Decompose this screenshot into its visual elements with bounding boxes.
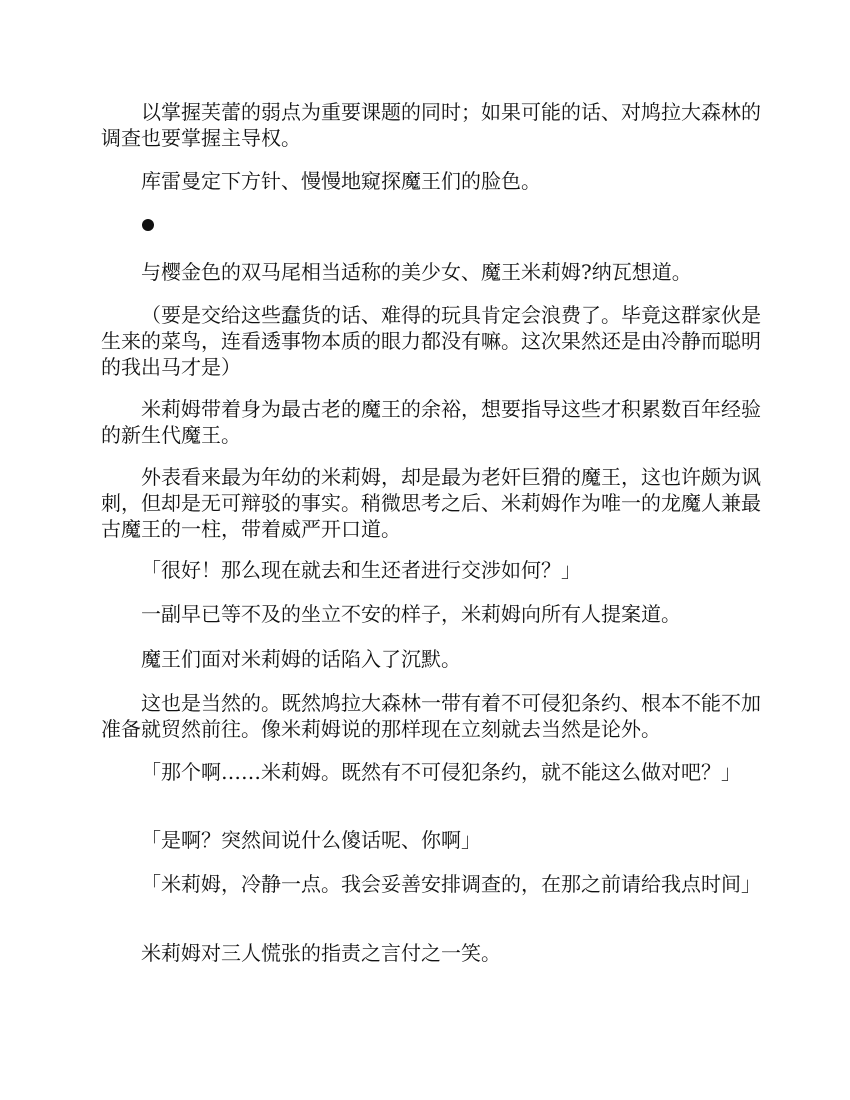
paragraph-4: （要是交给这些蠢货的话、难得的玩具肯定会浪费了。毕竟这群家伙是生来的菜鸟，连看透事物本质的眼力都没有嘛。这次果然还是由冷静而聪明的我出马才是） [101,303,761,379]
paragraph-11: 「那个啊……米莉姆。既然有不可侵犯条约，就不能这么做对吧？」 [141,760,741,784]
paragraph-2: 库雷曼定下方针、慢慢地窥探魔王们的脸色。 [141,169,541,193]
paragraph-10: 这也是当然的。既然鸠拉大森林一带有着不可侵犯条约、根本不能不加准备就贸然前往。像米莉姆说的那样现在立刻就去当然是论外。 [101,691,761,741]
paragraph-12: 「是啊？突然间说什么傻话呢、你啊」 [141,828,481,852]
paragraph-8: 一副早已等不及的坐立不安的样子，米莉姆向所有人提案道。 [141,602,681,626]
paragraph-13: 「米莉姆，冷静一点。我会妥善安排调查的，在那之前请给我点时间」 [141,872,761,896]
paragraph-7: 「很好！那么现在就去和生还者进行交涉如何？」 [141,558,581,582]
paragraph-6: 外表看来最为年幼的米莉姆，却是最为老奸巨猾的魔王，这也许颇为讽刺，但却是无可辩驳的事实。稍微思考之后、米莉姆作为唯一的龙魔人兼最古魔王的一柱，带着威严开口道。 [101,465,761,541]
scene-break-bullet [142,219,154,231]
paragraph-14: 米莉姆对三人慌张的指责之言付之一笑。 [141,941,501,965]
paragraph-1: 以掌握芙蕾的弱点为重要课题的同时；如果可能的话、对鸠拉大森林的调查也要掌握主导权。 [101,100,761,150]
paragraph-9: 魔王们面对米莉姆的话陷入了沉默。 [141,647,461,671]
paragraph-5: 米莉姆带着身为最古老的魔王的余裕，想要指导这些才积累数百年经验的新生代魔王。 [101,397,761,447]
paragraph-3: 与樱金色的双马尾相当适称的美少女、魔王米莉姆?纳瓦想道。 [141,260,692,284]
